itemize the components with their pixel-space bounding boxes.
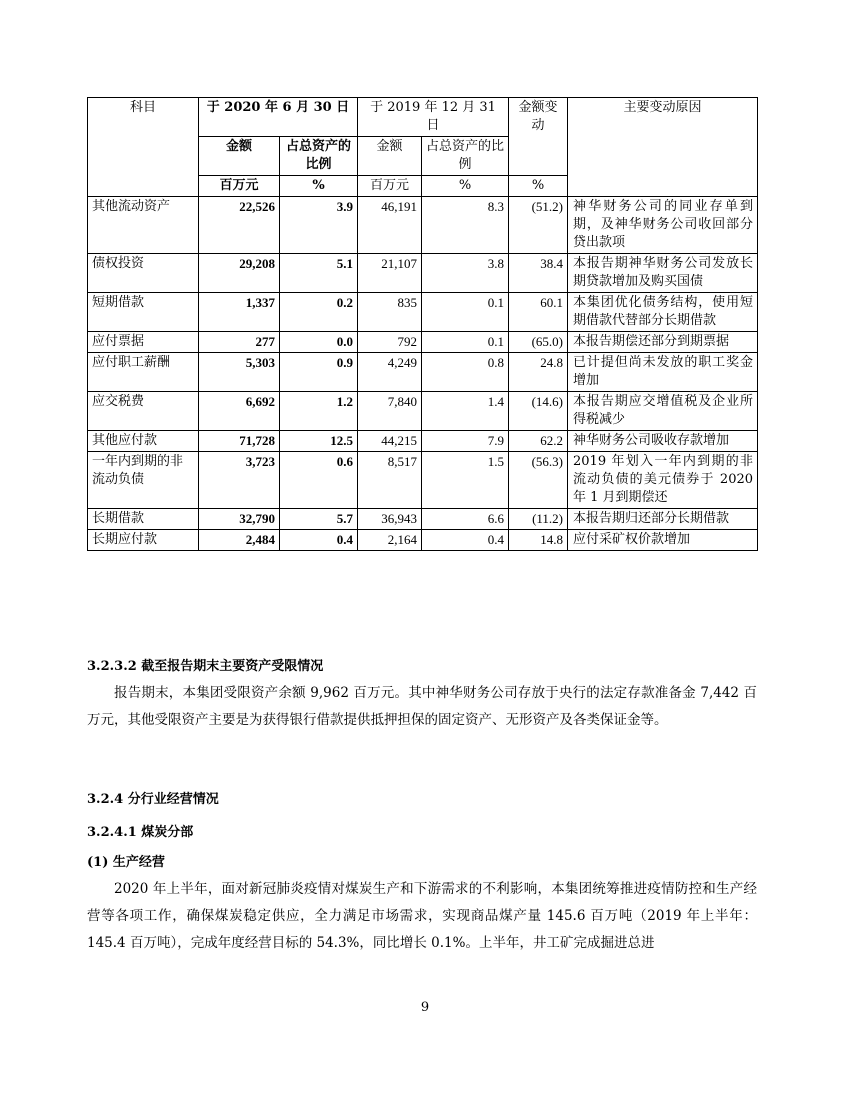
- header-period-2020: 于 2020 年 6 月 30 日: [199, 98, 358, 137]
- row-amount-2019: 792: [358, 332, 422, 353]
- row-ratio-2020: 1.2: [280, 392, 358, 431]
- table-body: [88, 197, 758, 551]
- row-subject: 长期借款: [88, 509, 199, 530]
- header-ratio-2020: 占总资产的比例: [280, 137, 358, 176]
- row-ratio-2020: 5.7: [280, 509, 358, 530]
- row-amount-2019: 44,215: [358, 431, 422, 452]
- row-reason: 本报告期应交增值税及企业所得税减少: [568, 392, 758, 431]
- row-amount-2020: 2,484: [199, 530, 280, 551]
- table-row: [88, 197, 758, 254]
- row-amount-2020: 5,303: [199, 353, 280, 392]
- row-ratio-2020: 0.4: [280, 530, 358, 551]
- row-amount-2019: 46,191: [358, 197, 422, 254]
- row-amount-2019: 2,164: [358, 530, 422, 551]
- row-amount-2019: 7,840: [358, 392, 422, 431]
- unit-amount-2020: 百万元: [199, 176, 280, 197]
- row-ratio-2019: 1.4: [422, 392, 509, 431]
- row-change: (11.2): [509, 509, 568, 530]
- row-change: 14.8: [509, 530, 568, 551]
- row-reason: 神华财务公司吸收存款增加: [568, 431, 758, 452]
- row-reason: 应付采矿权价款增加: [568, 530, 758, 551]
- row-subject: 应付职工薪酬: [88, 353, 199, 392]
- row-amount-2020: 3,723: [199, 452, 280, 509]
- balance-change-table: [87, 97, 758, 551]
- production-paragraph: [87, 876, 757, 957]
- row-ratio-2019: 0.1: [422, 293, 509, 332]
- row-change: 62.2: [509, 431, 568, 452]
- row-change: 38.4: [509, 254, 568, 293]
- table-row: [88, 332, 758, 353]
- row-change: 60.1: [509, 293, 568, 332]
- row-change: (51.2): [509, 197, 568, 254]
- row-change: (65.0): [509, 332, 568, 353]
- row-subject: 应付票据: [88, 332, 199, 353]
- section-3232-heading: 3.2.3.2 截至报告期末主要资产受限情况: [87, 659, 324, 674]
- header-ratio-2019: 占总资产的比例: [422, 137, 509, 176]
- row-reason: 神华财务公司的同业存单到期，及神华财务公司收回部分贷出款项: [568, 197, 758, 254]
- header-period-2019: 于 2019 年 12 月 31 日: [358, 98, 509, 137]
- row-ratio-2020: 3.9: [280, 197, 358, 254]
- header-reason: 主要变动原因: [568, 98, 758, 197]
- table-row: [88, 293, 758, 332]
- unit-amount-2019: 百万元: [358, 176, 422, 197]
- unit-pct-2020: %: [280, 176, 358, 197]
- row-ratio-2019: 6.6: [422, 509, 509, 530]
- row-ratio-2019: 0.4: [422, 530, 509, 551]
- header-amount-2019: 金额: [358, 137, 422, 176]
- section-324-heading: 3.2.4 分行业经营情况: [87, 792, 219, 807]
- row-reason: 本集团优化债务结构，使用短期借款代替部分长期借款: [568, 293, 758, 332]
- row-amount-2020: 29,208: [199, 254, 280, 293]
- row-ratio-2020: 0.0: [280, 332, 358, 353]
- row-ratio-2019: 1.5: [422, 452, 509, 509]
- row-amount-2020: 277: [199, 332, 280, 353]
- row-reason: 2019 年划入一年内到期的非流动负债的美元债券于 2020 年 1 月到期偿还: [568, 452, 758, 509]
- row-subject: 其他应付款: [88, 431, 199, 452]
- row-change: 24.8: [509, 353, 568, 392]
- table-row: [88, 353, 758, 392]
- section-3241-heading: 3.2.4.1 煤炭分部: [87, 825, 194, 840]
- table-row: [88, 254, 758, 293]
- header-subject: 科目: [88, 98, 199, 197]
- table-row: [88, 530, 758, 551]
- row-ratio-2019: 7.9: [422, 431, 509, 452]
- row-change: (14.6): [509, 392, 568, 431]
- row-ratio-2019: 3.8: [422, 254, 509, 293]
- row-reason: 已计提但尚未发放的职工奖金增加: [568, 353, 758, 392]
- row-ratio-2019: 0.1: [422, 332, 509, 353]
- row-subject: 债权投资: [88, 254, 199, 293]
- row-amount-2019: 21,107: [358, 254, 422, 293]
- row-amount-2019: 36,943: [358, 509, 422, 530]
- table-row: [88, 452, 758, 509]
- row-amount-2020: 6,692: [199, 392, 280, 431]
- table-header-row-1: [88, 98, 758, 137]
- row-ratio-2020: 0.2: [280, 293, 358, 332]
- production-heading: (1) 生产经营: [87, 855, 165, 870]
- row-amount-2019: 8,517: [358, 452, 422, 509]
- unit-pct-change: %: [509, 176, 568, 197]
- section-3232-text: 报告期末，本集团受限资产余额 9,962 百万元。其中神华财务公司存放于央行的法定存款准备金 7,442 百万元，其他受限资产主要是为获得银行借款提供抵押担保的固定资产、无形资产及各类保证金等。: [87, 685, 757, 728]
- header-change: 金额变动: [509, 98, 568, 176]
- row-amount-2020: 1,337: [199, 293, 280, 332]
- row-reason: 本报告期神华财务公司发放长期贷款增加及购买国债: [568, 254, 758, 293]
- unit-pct-2019: %: [422, 176, 509, 197]
- row-change: (56.3): [509, 452, 568, 509]
- row-ratio-2020: 0.6: [280, 452, 358, 509]
- row-subject: 应交税费: [88, 392, 199, 431]
- row-ratio-2020: 12.5: [280, 431, 358, 452]
- table-row: [88, 392, 758, 431]
- row-subject: 长期应付款: [88, 530, 199, 551]
- header-amount-2020: 金额: [199, 137, 280, 176]
- row-amount-2020: 22,526: [199, 197, 280, 254]
- row-subject: 短期借款: [88, 293, 199, 332]
- row-amount-2020: 32,790: [199, 509, 280, 530]
- row-ratio-2020: 0.9: [280, 353, 358, 392]
- row-reason: 本报告期归还部分长期借款: [568, 509, 758, 530]
- production-text: 2020 年上半年，面对新冠肺炎疫情对煤炭生产和下游需求的不利影响，本集团统筹推进疫情防控和生产经营等各项工作，确保煤炭稳定供应，全力满足市场需求，实现商品煤产量 145.6 百万吨（2019 年上半年：145.4 百万吨），完成年度经营目标的 54.3%，同比增长 0.1%。上半年，井工矿完成掘进总进: [87, 881, 757, 951]
- row-ratio-2019: 0.8: [422, 353, 509, 392]
- row-amount-2020: 71,728: [199, 431, 280, 452]
- row-subject: 一年内到期的非流动负债: [88, 452, 199, 509]
- row-ratio-2020: 5.1: [280, 254, 358, 293]
- page-number: 9: [420, 1000, 430, 1015]
- row-amount-2019: 4,249: [358, 353, 422, 392]
- table-row: [88, 431, 758, 452]
- row-subject: 其他流动资产: [88, 197, 199, 254]
- section-3232-paragraph: [87, 680, 757, 734]
- row-reason: 本报告期偿还部分到期票据: [568, 332, 758, 353]
- row-ratio-2019: 8.3: [422, 197, 509, 254]
- table-row: [88, 509, 758, 530]
- row-amount-2019: 835: [358, 293, 422, 332]
